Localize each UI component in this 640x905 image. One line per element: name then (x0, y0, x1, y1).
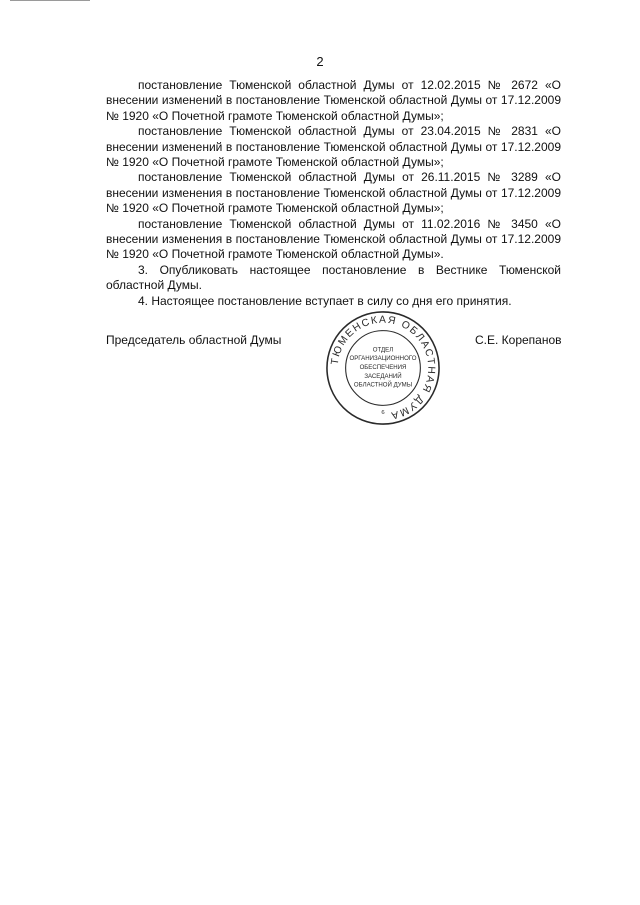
amendment-paragraph-3 (106, 170, 561, 216)
document-body (106, 78, 561, 309)
amendment-2-lead: постановление Тюменской областной Думы от 23.04.2015 № 2831 (138, 124, 538, 139)
amendment-4-lead: постановление Тюменской областной Думы от 11.02.2016 № 3450 (138, 216, 538, 231)
seal-line-2: ОРГАНИЗАЦИОННОГО (349, 355, 417, 363)
page-number: 2 (316, 54, 324, 69)
amendment-3-rest: «О внесении изменения в постановление Тюменской областной Думы от 17.12.2009 № 1920 «О Почетной грамоте Тюменской областной Думы»; (106, 170, 561, 216)
seal-line-1: ОТДЕЛ (372, 346, 394, 354)
point-4: 4. Настоящее постановление вступает в силу со дня его принятия. (138, 293, 512, 308)
seal-line-5: ОБЛАСТНОЙ ДУМЫ (353, 381, 413, 389)
seal-line-3: ОБЕСПЕЧЕНИЯ (359, 363, 407, 371)
seal-number: 6 (381, 410, 385, 417)
amendment-1-rest: «О внесении изменений в постановление Тюменской областной Думы от 17.12.2009 № 1920 «О Почетной грамоте Тюменской областной Думы»; (106, 78, 561, 123)
seal-line-4: ЗАСЕДАНИЙ (364, 372, 402, 380)
official-seal (324, 309, 442, 427)
seal-center-text (350, 346, 417, 388)
point-3: 3. Опубликовать настоящее постановление в Вестнике Тюменской областной Думы. (106, 262, 561, 293)
signer-name: С.Е. Корепанов (475, 333, 562, 347)
amendment-1-lead: постановление Тюменской областной Думы от 12.02.2015 № 2672 (138, 78, 538, 92)
amendment-3-lead: постановление Тюменской областной Думы от 26.11.2015 № 3289 (138, 170, 538, 185)
amendment-paragraph-4 (106, 217, 561, 263)
scan-edge-mark (10, 0, 90, 3)
amendment-4-rest: «О внесении изменения в постановление Тюменской областной Думы от 17.12.2009 № 1920 «О Почетной грамоте Тюменской областной Думы». (106, 216, 561, 262)
amendment-paragraph-2 (106, 124, 561, 170)
signer-title: Председатель областной Думы (106, 333, 282, 347)
seal-ring-textpath: ТЮМЕНСКАЯ ОБЛАСТНАЯ ДУМА (329, 314, 437, 421)
amendment-2-rest: «О внесении изменений в постановление Тюменской областной Думы от 17.12.2009 № 1920 «О Почетной грамоте Тюменской областной Думы»; (106, 124, 561, 170)
amendment-paragraph-1 (106, 78, 561, 124)
